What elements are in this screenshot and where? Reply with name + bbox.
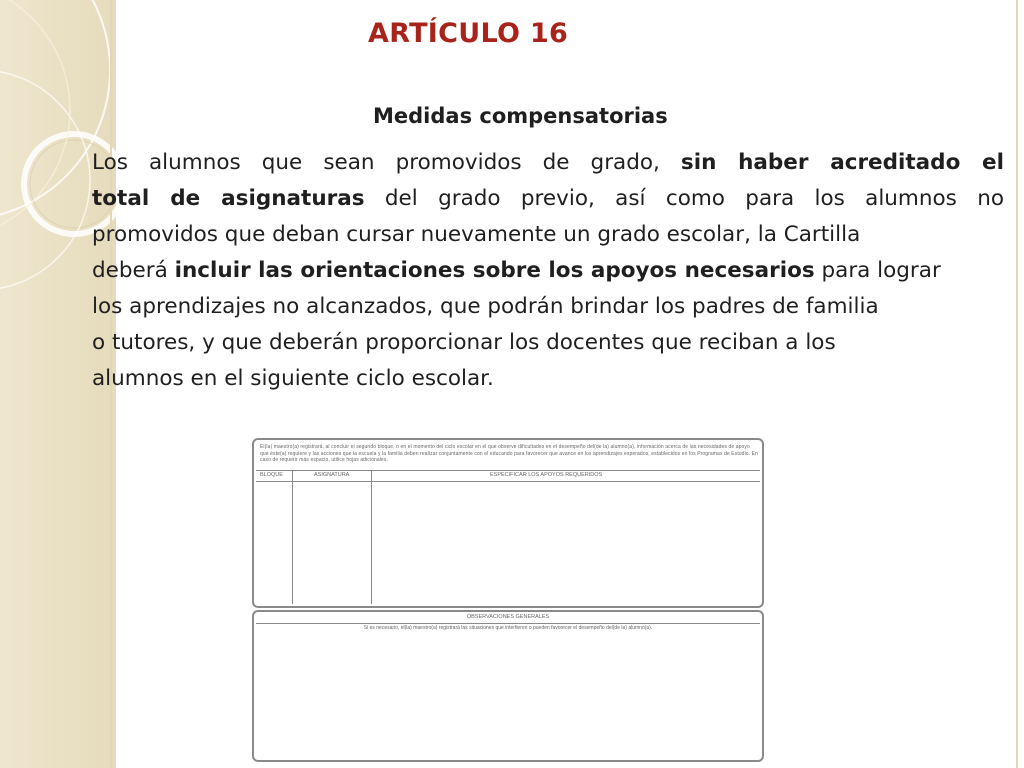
observations-header: OBSERVACIONES GENERALES — [256, 614, 760, 624]
paragraph-line-3: promovidos que deban cursar nuevamente un grado escolar, la Cartilla — [92, 222, 861, 247]
form-instructions: El(la) maestro(a) registrará, al concluir el segundo bloque, o en el momento del ciclo escolar en el que observe dificultades en el desempeño del(de la) alumno(a), información acerca de las necesidades de apoyo que éste(a) requiere y las acciones que la escuela y la familia deben realizar conjuntamente con el educando para favorecer que avance en los aprendizajes esperados, establecidos en los Programas de Estudio. En caso de requerir más espacio, utilice hojas adicionales. — [260, 444, 758, 463]
observations-instructions: Si es necesario, el(la) maestro(a) registrará las situaciones que interfieren o pueden favorecer el desempeño del(de la) alumno(a). — [363, 625, 653, 631]
text-run: Los alumnos que sean promovidos de grado, — [92, 150, 681, 175]
article-paragraph — [92, 145, 1004, 397]
column-divider — [371, 470, 372, 604]
general-observations — [252, 610, 764, 762]
paragraph-line-2 — [92, 181, 1004, 217]
text-run: del grado previo, así como para los alumnos no — [364, 186, 1004, 211]
paragraph-line-4 — [92, 253, 1004, 289]
cartilla-form-image — [252, 438, 764, 764]
table-header-row — [256, 470, 760, 482]
bold-run: total de asignaturas — [92, 186, 365, 211]
col-bloque: BLOQUE — [260, 472, 283, 478]
col-asignatura: ASIGNATURA — [314, 472, 350, 478]
text-run: para lograr — [814, 258, 941, 283]
col-apoyos: ESPECIFICAR LOS APOYOS REQUERIDOS — [490, 472, 603, 478]
column-divider — [292, 470, 293, 604]
paragraph-line-1 — [92, 145, 1004, 181]
paragraph-line-7: alumnos en el siguiente ciclo escolar. — [92, 366, 494, 391]
bold-run: sin haber acreditado el — [680, 150, 1004, 175]
supports-table — [252, 438, 764, 608]
slide-subtitle: Medidas compensatorias — [373, 104, 668, 128]
slide-title: ARTÍCULO 16 — [368, 18, 569, 49]
paragraph-line-5: los aprendizajes no alcanzados, que podrán brindar los padres de familia — [92, 294, 879, 319]
paragraph-line-6: o tutores, y que deberán proporcionar los docentes que reciban a los — [92, 330, 836, 355]
text-run: deberá — [92, 258, 175, 283]
bold-run: incluir las orientaciones sobre los apoyos necesarios — [174, 258, 815, 283]
